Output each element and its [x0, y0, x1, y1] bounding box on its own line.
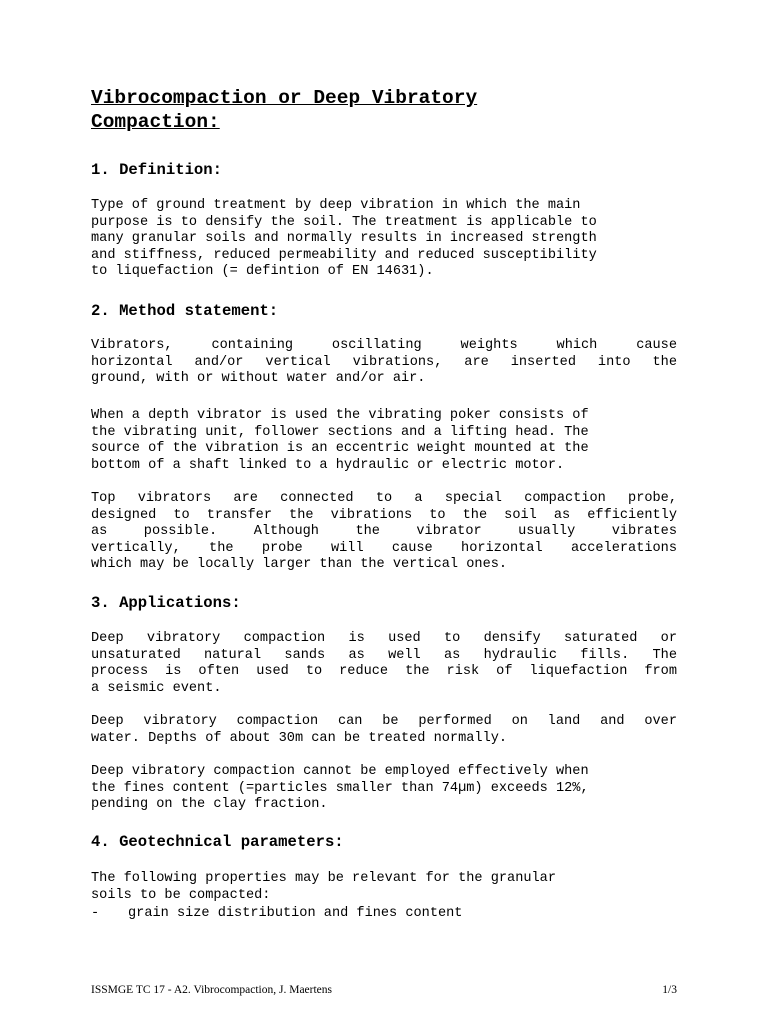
text-line: horizontal and/or vertical vibrations, are inserted into the: [91, 354, 677, 370]
text-line: bottom of a shaft linked to a hydraulic or electric motor.: [91, 457, 565, 473]
text-line: ground, with or without water and/or air.: [91, 371, 426, 387]
section-heading-definition: 1. Definition:: [91, 161, 223, 179]
page-number: 1/3: [662, 984, 677, 996]
text-line: pending on the clay fraction.: [91, 797, 328, 813]
text-line: as possible. Although the vibrator usually vibrates: [91, 524, 677, 540]
section-heading-applications: 3. Applications:: [91, 594, 241, 612]
footer-citation: ISSMGE TC 17 - A2. Vibrocompaction, J. Maertens: [91, 984, 333, 996]
applications-paragraph-1: [91, 631, 677, 697]
text-line: water. Depths of about 30m can be treated normally.: [91, 730, 508, 746]
applications-paragraph-2: [91, 714, 677, 747]
text-line: the vibrating unit, follower sections and a lifting head. The: [91, 424, 589, 440]
title-line-1: Vibrocompaction or Deep Vibratory: [91, 87, 478, 109]
text-line: Top vibrators are connected to a special compaction probe,: [91, 491, 677, 506]
text-line: Deep vibratory compaction can be performed on land and over: [91, 714, 677, 729]
text-line: soils to be compacted:: [91, 887, 271, 903]
section-heading-geotechnical-parameters: 4. Geotechnical parameters:: [91, 833, 344, 851]
text-line: purpose is to densify the soil. The treatment is applicable to: [91, 214, 597, 230]
text-line: the fines content (=particles smaller than 74µm) exceeds 12%,: [91, 780, 589, 796]
text-line: and stiffness, reduced permeability and reduced susceptibility: [91, 247, 597, 263]
bullet-text: grain size distribution and fines content: [128, 906, 463, 921]
text-line: The following properties may be relevant for the granular: [91, 871, 556, 886]
text-line: When a depth vibrator is used the vibrating poker consists of: [91, 408, 589, 423]
text-line: Deep vibratory compaction cannot be employed effectively when: [91, 764, 589, 779]
definition-paragraph: [91, 198, 677, 281]
section-heading-method-statement: 2. Method statement:: [91, 302, 279, 320]
text-line: Deep vibratory compaction is used to densify saturated or: [91, 631, 677, 646]
text-line: vertically, the probe will cause horizontal accelerations: [91, 540, 677, 556]
method-paragraph-3: [91, 491, 677, 574]
method-paragraph-1: [91, 338, 677, 388]
applications-paragraph-3: [91, 764, 677, 814]
text-line: a seismic event.: [91, 680, 222, 696]
text-line: Vibrators, containing oscillating weights which cause: [91, 338, 677, 353]
text-line: which may be locally larger than the vertical ones.: [91, 557, 508, 573]
bullet-marker: -: [91, 906, 100, 921]
title-line-2: Compaction:: [91, 111, 220, 133]
text-line: source of the vibration is an eccentric weight mounted at the: [91, 441, 589, 457]
document-title: [91, 86, 691, 134]
text-line: unsaturated natural sands as well as hydraulic fills. The: [91, 647, 677, 663]
text-line: to liquefaction (= defintion of EN 14631).: [91, 264, 434, 280]
text-line: process is often used to reduce the risk of liquefaction from: [91, 664, 677, 680]
text-line: designed to transfer the vibrations to the soil as efficiently: [91, 507, 677, 523]
geotechnical-paragraph-1: [91, 871, 677, 904]
text-line: Type of ground treatment by deep vibration in which the main: [91, 198, 581, 213]
text-line: many granular soils and normally results in increased strength: [91, 231, 597, 247]
bullet-list-item: [91, 906, 677, 923]
method-paragraph-2: [91, 408, 677, 474]
